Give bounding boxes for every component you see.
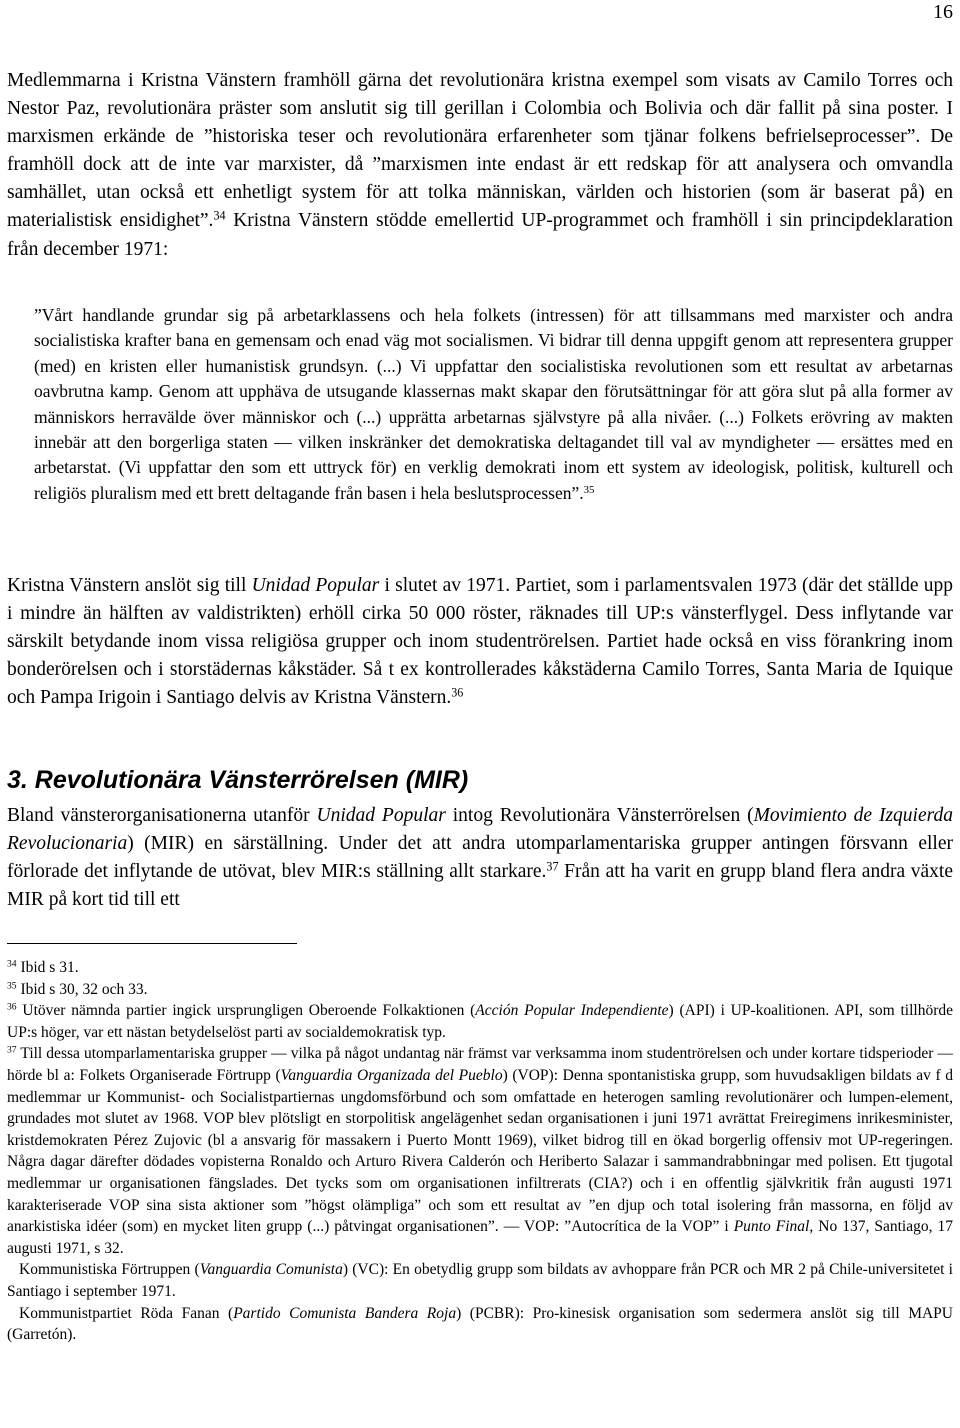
quote-text: ”Vårt handlande grundar sig på arbetarklassens och hela folkets (intressen) för att tillsammans med marxister och andra socialistiska krafter bana en gemensam och enad väg mot socialismen. Vi bidrar till denna uppgift genom att representera grupper (med) en kristen eller humanistisk grundsyn. (...) Vi uppfattar den socialistiska revolutionen som ett resultat av arbetarnas oavbrutna kamp. Genom att upphäva de utsugande klassernas makt skapar den förutsättningar för att göra slut på alla former av människors herravälde över människor och (...) upprätta arbetarnas självstyre på alla nivåer. (...) Folkets erövring av makten innebär att den borgerliga staten — vilken inskränker det demokratiska deltagandet till val av myndigheter — ersättes med en arbetarstat. (Vi uppfattar den som ett uttryck för) en verklig demokrati inom ett system av ideologisk, politisk, kulturell och religiös pluralism med ett brett deltagande från basen i hela beslutsprocessen”. (34, 305, 953, 503)
footnote-text: ) (VOP): Denna spontanistiska grupp, som huvudsakligen bildats av f d medlemmar ur Kommunist- och Socialistpartiernas ungdomsförbund och som omfattade en heterogen samling revolutionärer och lumpen-element, grundades mot slutet av 1968. VOP blev plötsligt en storpolitisk angelägenhet sedan organisationen i juni 1971 avrättat Freiregimens inrikesminister, kristdemokraten Pérez Zujovic (bl a ansvarig för massakern i Puerto Montt 1969), vilket bidrog till en ökad borgerlig offensiv mot UP-regeringen. Några dagar därefter dödades vopisterna Ronaldo och Arturo Rivera Calderón och Heriberto Salazar i sammandrabbningar med polisen. Ett tjugotal medlemmar ur organisationen fängslades. Det tycks som om organisationen infiltrerats (CIA?) och i en offentlig självkritik från augusti 1971 karakteriserade VOP sina sista aktioner som ”högst olämpliga” och som ett resultat av ”en djup och total isolering från massorna, en följd av anarkistiska idéer (som) en mycket liten grupp (...) påtvingat organisationen”. — VOP: ”Autocrítica de la VOP” i (7, 1066, 954, 1236)
italic-term: Movimiento de Izquierda Revolucionaria (7, 805, 953, 855)
footnote-text: Utöver nämnda partier ingick ursprungligen Oberoende Folkaktionen ( (16, 1002, 476, 1020)
block-quote-principdeklaration (34, 303, 953, 506)
paragraph-text: Bland vänsterorganisationerna utanför (7, 805, 317, 826)
footnote-text: ) (API) i UP-koalitionen. API, som tillhörde UP:s höger, var ett nästan betydelselöst parti av socialdemokratisk typ. (7, 1002, 953, 1041)
footnote-number: 35 (7, 980, 17, 992)
paragraph-text: Kristna Vänstern anslöt sig till (7, 575, 252, 596)
footnote-number: 34 (7, 958, 17, 970)
italic-term: Unidad Popular (251, 575, 380, 596)
footnote-37 (7, 1043, 953, 1259)
paragraph-text: intog Revolutionära Vänsterrörelsen ( (445, 805, 754, 826)
footnote-text: Kommunistiska Förtruppen ( (19, 1261, 200, 1279)
footnote-text: Till dessa utomparlamentariska grupper — vilka på något undantag när främst var verksamma inom studentrörelsen och under kortare tidsperioder — hörde bl a: Folkets Organiserade Förtrupp ( (7, 1045, 953, 1084)
paragraph-kristna-vanstern (7, 67, 953, 264)
footnote-text: , No 137, Santiago, 17 augusti 1971, s 32. (7, 1218, 954, 1257)
footnote-35 (7, 979, 953, 1001)
footnote-ref-34[interactable]: 34 (213, 208, 226, 223)
paragraph-mir (7, 802, 953, 914)
italic-term: Partido Comunista Bandera Roja (233, 1304, 457, 1322)
footnote-text: ) (VC): En obetydlig grupp som bildats av avhoppare från PCR och MR 2 på Chile-universitetet i Santiago i september 1971. (7, 1261, 953, 1300)
italic-term: Unidad Popular (316, 805, 446, 826)
footnote-number: 36 (7, 1001, 17, 1013)
paragraph-text: Kristna Vänstern stödde emellertid UP-programmet och framhöll i sin principdeklaration från december 1971: (7, 210, 953, 260)
footnote-ref-36[interactable]: 36 (451, 685, 464, 700)
footnote-ref-37[interactable]: 37 (546, 859, 559, 874)
footnote-36 (7, 1000, 953, 1043)
paragraph-text: Medlemmarna i Kristna Vänstern framhöll gärna det revolutionära kristna exempel som visats av Camilo Torres och Nestor Paz, revolutionära präster som anslutit sig till gerillan i Colombia och Bolivia och där fallit på sina poster. I marxismen erkände de ”historiska teser och revolutionära erfarenheter som tjänar folkens befrielseprocesser”. De framhöll dock att de inte var marxister, då ”marxismen inte endast är ett redskap för att analysera och omvandla samhället, utan också ett enhetligt system för att tolka människan, världen och historien (som är baserat på) en materialistisk ensidighet”. (7, 70, 953, 232)
footnote-34 (7, 957, 953, 979)
section-heading-mir: 3. Revolutionära Vänsterrörelsen (MIR) (7, 766, 469, 794)
footnote-text: Ibid s 30, 32 och 33. (16, 980, 148, 998)
paragraph-text: ) (MIR) en särställning. Under det att andra utomparlamentariska grupper antingen försvann eller förlorade det inflytande de utövat, blev MIR:s ställning allt starkare. (7, 833, 953, 883)
footnote-ref-35[interactable]: 35 (583, 483, 595, 496)
paragraph-text: Från att ha varit en grupp bland flera andra växte MIR på kort tid till ett (7, 861, 953, 911)
footnote-text: Kommunistpartiet Röda Fanan ( (19, 1304, 234, 1322)
footnote-37-vc (7, 1259, 953, 1302)
footnote-37-pcbr (7, 1303, 953, 1346)
paragraph-unidad-popular (7, 572, 953, 712)
footnote-divider (7, 943, 297, 944)
italic-term: Vanguardia Comunista (199, 1261, 343, 1279)
italic-term: Punto Final (733, 1218, 810, 1236)
italic-term: Vanguardia Organizada del Pueblo (280, 1066, 503, 1084)
italic-term: Acción Popular Independiente (475, 1002, 669, 1020)
footnote-number: 37 (7, 1045, 17, 1057)
footnotes (7, 957, 953, 1346)
footnote-text: ) (PCBR): Pro-kinesisk organisation som sedermera anslöt sig till MAPU (Garretón). (7, 1304, 953, 1344)
page-number: 16 (933, 1, 953, 23)
paragraph-text: i slutet av 1971. Partiet, som i parlamentsvalen 1973 (där det ställde upp i mindre än hälften av valdistrikten) erhöll cirka 50 000 röster, räknades till UP:s vänsterflygel. Dess inflytande var särskilt betydande inom vissa religiösa grupper och inom studentrörelsen. Partiet hade också en viss förankring inom bonderörelsen och i storstädernas kåkstäder. Så t ex kontrollerades kåkstäderna Camilo Torres, Santa Maria de Iquique och Pampa Irigoin i Santiago delvis av Kristna Vänstern. (7, 575, 954, 709)
footnote-text: Ibid s 31. (16, 959, 79, 976)
